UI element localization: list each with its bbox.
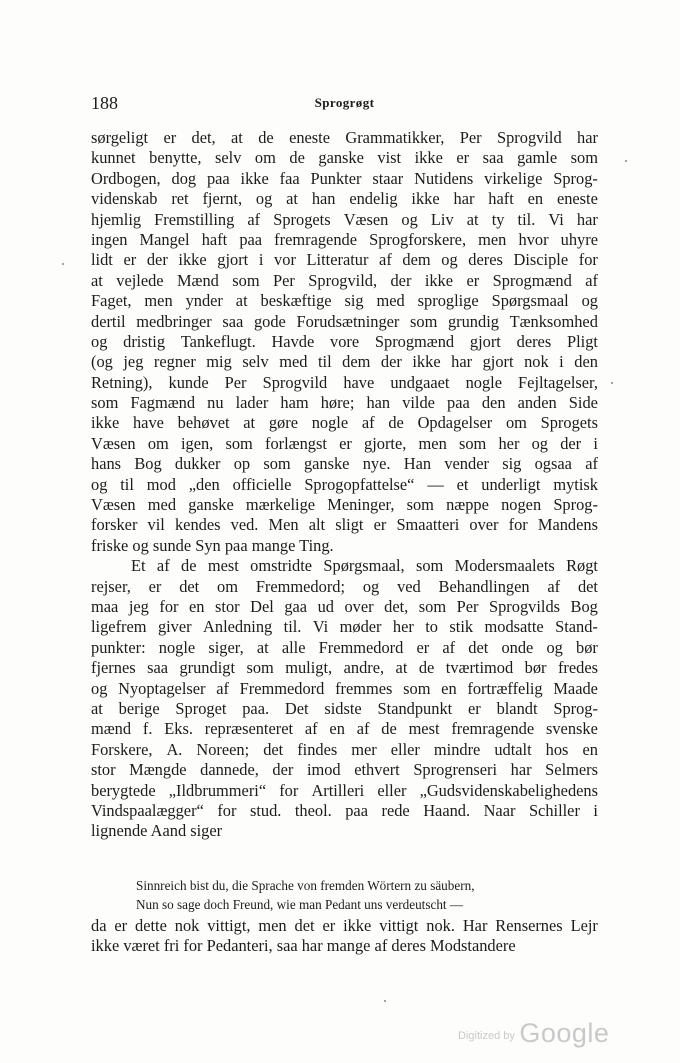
paper-speck (384, 1000, 386, 1002)
paragraph-3 (91, 916, 598, 957)
text-line: ingen Mangel haft paa fremragende Sprogforskere, men hvor uhyre (91, 229, 598, 249)
paper-speck (611, 382, 613, 384)
text-line: (og jeg regner mig selv med til dem der ikke har gjort nok i den (91, 352, 598, 372)
body-text (91, 128, 598, 842)
text-line: berygtede „Ildbrummeri“ for Artilleri eller „Gudsvidenskabelighedens (91, 780, 598, 800)
text-line: og Nyoptagelser af Fremmedord fremmes som en fortræffelig Maade (91, 678, 598, 698)
text-line: Retning), kunde Per Sprogvild have undgaaet nogle Fejltagelser, (91, 372, 598, 392)
google-logo: Google (519, 1018, 610, 1048)
text-line: ikke have behøvet at gøre nogle af de Opdagelser om Sprogets (91, 413, 598, 433)
text-line: da er dette nok vittigt, men det er ikke vittigt nok. Har Rensernes Lejr (91, 916, 598, 935)
digitized-by-google-watermark (458, 1018, 609, 1049)
verse-quotation (136, 876, 475, 914)
text-line: dertil medbringer saa gode Forudsætninger som grundig Tænksomhed (91, 311, 598, 331)
text-line: stor Mængde dannede, der imod ethvert Sprogrenseri har Selmers (91, 760, 598, 780)
text-line: lignende Aand siger (91, 821, 223, 841)
text-line: maa jeg for en stor Del gaa ud over det, som Per Sprogvilds Bog (91, 596, 598, 616)
text-line: Nun so sage doch Freund, wie man Pedant uns verdeutscht — (136, 897, 464, 912)
text-line: sørgeligt er det, at de eneste Grammatikker, Per Sprogvild har (91, 128, 598, 147)
text-line: at vejlede Mænd som Per Sprogvild, der ikke er Sprogmænd af (91, 270, 598, 290)
text-line: lidt er der ikke gjort i vor Litteratur af dem og deres Disciple for (91, 250, 598, 270)
text-line: og dristig Tankeflugt. Havde vore Sprogmænd gjort deres Pligt (91, 331, 598, 351)
text-line: at berige Sproget paa. Det sidste Standpunkt er blandt Sprog- (91, 698, 598, 718)
paragraph-1 (91, 128, 598, 556)
text-line: mænd f. Eks. repræsenteret af en af de mest fremragende svenske (91, 719, 598, 739)
text-line: kunnet benytte, selv om de ganske vist ikke er saa gamle som (91, 148, 598, 168)
text-line: ikke været fri for Pedanteri, saa har mange af deres Modstandere (91, 936, 516, 956)
watermark-prefix: Digitized by (458, 1030, 515, 1042)
text-line: friske og sunde Syn paa mange Ting. (91, 535, 334, 555)
body-text-continued (91, 916, 598, 957)
text-line: videnskab ret fjernt, og at han endelig ikke har haft en eneste (91, 189, 598, 209)
paragraph-2 (91, 556, 598, 841)
text-line: forsker vil kendes ved. Men alt sligt er Smaatteri over for Mandens (91, 515, 598, 535)
text-line: Faget, men ynder at beskæftige sig med sproglige Spørgsmaal og (91, 291, 598, 311)
text-line: Forskere, A. Noreen; det findes mer eller mindre udtalt hos en (91, 739, 598, 759)
paper-speck (625, 160, 627, 162)
text-line: og til mod „den officielle Sprogopfattelse“ — et underligt mytisk (91, 474, 598, 494)
text-line: ligefrem giver Anledning til. Vi møder her to stik modsatte Stand- (91, 617, 598, 637)
text-line: fjernes saa grundigt som muligt, andre, at de tværtimod bør fredes (91, 658, 598, 678)
text-line: hjemlig Fremstilling af Sprogets Væsen og Liv at ty til. Vi har (91, 209, 598, 229)
page-header (91, 92, 598, 116)
page-number: 188 (91, 93, 118, 113)
text-line: hans Bog dukker op som ganske nye. Han vender sig ogsaa af (91, 454, 598, 474)
text-line: Væsen om igen, som forlængst er gjorte, men som her og der i (91, 433, 598, 453)
text-line: Et af de mest omstridte Spørgsmaal, som Modersmaalets Røgt (131, 556, 598, 576)
running-head: Sprogrøgt (314, 95, 375, 110)
text-line: Ordbogen, dog paa ikke faa Punkter staar Nutidens virkelige Sprog- (91, 168, 598, 188)
paper-speck (62, 263, 64, 265)
text-line: Vindspaalægger“ for stud. theol. paa rede Haand. Naar Schiller i (91, 800, 598, 820)
text-line: som Fagmænd nu lader ham høre; han vilde paa den anden Side (91, 393, 598, 413)
text-line: punkter: nogle siger, at alle Fremmedord er af det onde og bør (91, 637, 598, 657)
text-line: Sinnreich bist du, die Sprache von fremden Wörtern zu säubern, (136, 878, 475, 893)
text-line: Væsen med ganske mærkelige Meninger, som næppe nogen Sprog- (91, 495, 598, 515)
text-line: rejser, er det om Fremmedord; og ved Behandlingen af det (91, 576, 598, 596)
